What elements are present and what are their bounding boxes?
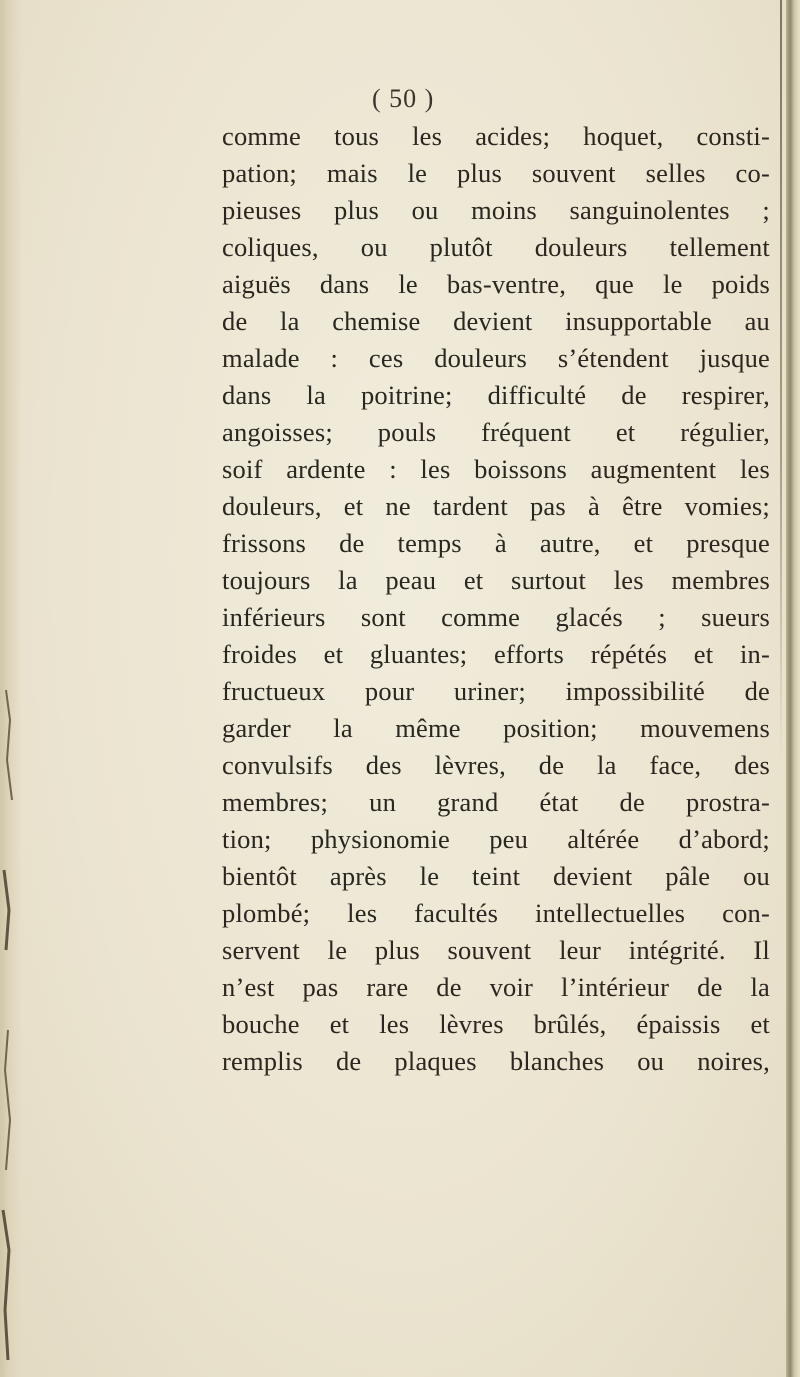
text-line: n’est pas rare de voir l’intérieur de la [222, 972, 770, 1002]
text-line: pation; mais le plus souvent selles co- [222, 158, 770, 188]
text-line: bientôt après le teint devient pâle ou [222, 861, 770, 891]
page-number: ( 50 ) [372, 84, 435, 113]
text-line: froides et gluantes; efforts répétés et in- [222, 639, 770, 669]
text-line: membres; un grand état de prostra- [222, 787, 770, 817]
text-line: remplis de plaques blanches ou noires, [222, 1046, 770, 1076]
text-line: tion; physionomie peu altérée d’abord; [222, 824, 770, 854]
text-line: fructueux pour uriner; impossibilité de [222, 676, 770, 706]
text-line: toujours la peau et surtout les membres [222, 565, 770, 595]
text-line: coliques, ou plutôt douleurs tellement [222, 232, 770, 262]
text-line: soif ardente : les boissons augmentent les [222, 454, 770, 484]
text-line: plombé; les facultés intellectuelles con- [222, 898, 770, 928]
text-line: malade : ces douleurs s’étendent jusque [222, 343, 770, 373]
text-line: inférieurs sont comme glacés ; sueurs [222, 602, 770, 632]
text-line: servent le plus souvent leur intégrité. Il [222, 935, 770, 965]
body-text [222, 118, 770, 1080]
adjacent-page-edge-line [780, 0, 782, 760]
text-line: bouche et les lèvres brûlés, épaissis et [222, 1009, 770, 1039]
text-line: convulsifs des lèvres, de la face, des [222, 750, 770, 780]
text-line: douleurs, et ne tardent pas à être vomies; [222, 491, 770, 521]
text-line: angoisses; pouls fréquent et régulier, [222, 417, 770, 447]
text-line: garder la même position; mouvemens [222, 713, 770, 743]
text-line: dans la poitrine; difficulté de respirer, [222, 380, 770, 410]
text-line: de la chemise devient insupportable au [222, 306, 770, 336]
text-line: comme tous les acides; hoquet, consti- [222, 121, 770, 151]
adjacent-page-edge [786, 0, 800, 1377]
text-line: pieuses plus ou moins sanguinolentes ; [222, 195, 770, 225]
text-line: aiguës dans le bas-ventre, que le poids [222, 269, 770, 299]
text-line: frissons de temps à autre, et presque [222, 528, 770, 558]
binding-tear-marks [0, 650, 22, 1377]
